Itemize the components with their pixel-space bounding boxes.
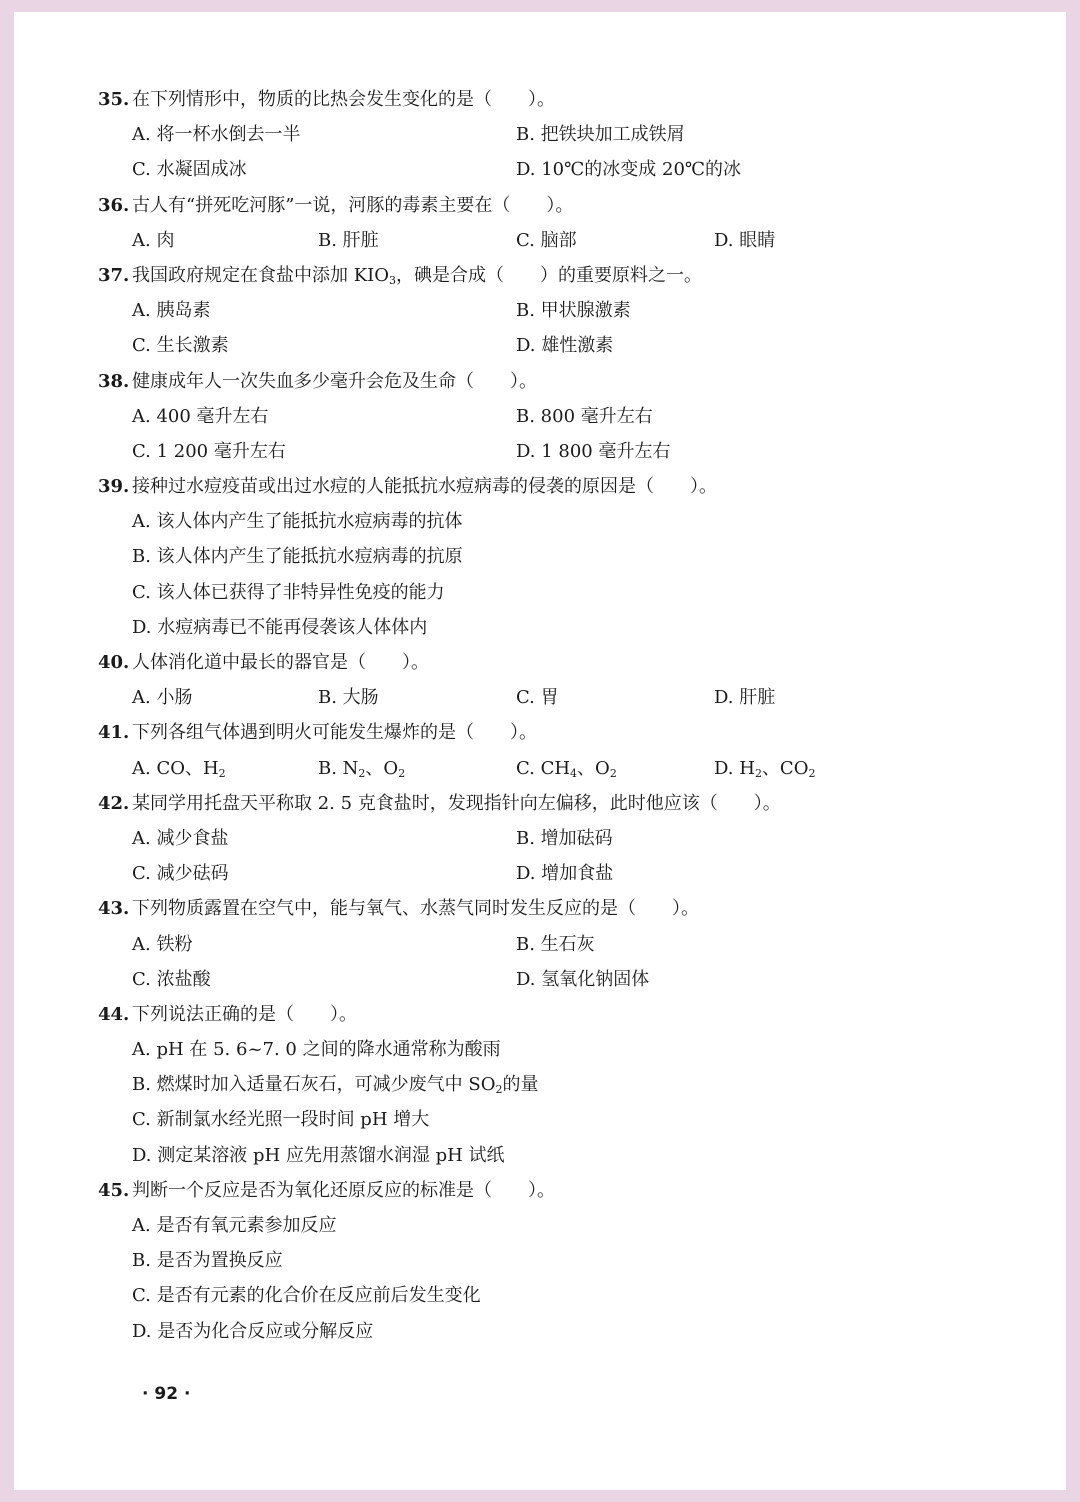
question-number: 43. bbox=[98, 898, 130, 920]
options-row bbox=[98, 1314, 998, 1349]
question-text: 在下列情形中，物质的比热会发生变化的是（ ）。 bbox=[132, 89, 555, 110]
options-row bbox=[98, 434, 998, 469]
options-row bbox=[98, 821, 998, 856]
answer-option: B. 燃煤时加入适量石灰石，可减少废气中 $SO_2$的量 bbox=[132, 1074, 539, 1097]
options-row bbox=[98, 1102, 998, 1137]
answer-option: C. 1 200 毫升左右 bbox=[132, 440, 286, 462]
answer-option: D. 肝脏 bbox=[714, 687, 776, 709]
answer-option: A. CO、$H_2$ bbox=[132, 757, 226, 780]
answer-option: A. 减少食盐 bbox=[132, 827, 229, 849]
answer-option: C. 浓盐酸 bbox=[132, 968, 211, 990]
question-number: 40. bbox=[98, 652, 130, 673]
answer-option: A. 肉 bbox=[132, 229, 175, 251]
answer-option: C. 减少砝码 bbox=[132, 863, 229, 885]
options-row bbox=[98, 1067, 998, 1102]
options-row bbox=[98, 751, 998, 786]
options-row bbox=[98, 504, 998, 539]
answer-option: B. $N_2$、$O_2$ bbox=[318, 757, 406, 780]
question-text: 判断一个反应是否为氧化还原反应的标准是（ ）。 bbox=[132, 1179, 555, 1201]
question-text: 下列物质露置在空气中，能与氧气、水蒸气同时发生反应的是（ ）。 bbox=[132, 898, 699, 920]
answer-option: D. 雄性激素 bbox=[516, 335, 614, 357]
options-row bbox=[98, 856, 998, 891]
options-row bbox=[98, 328, 998, 363]
question-number: 41. bbox=[98, 722, 130, 744]
question-stem bbox=[98, 997, 998, 1032]
answer-option: D. 10℃的冰变成 20℃的冰 bbox=[516, 159, 742, 181]
question-stem bbox=[98, 258, 998, 293]
question-stem bbox=[98, 469, 998, 504]
options-row bbox=[98, 962, 998, 997]
answer-option: C. 水凝固成冰 bbox=[132, 159, 247, 181]
answer-option: C. 胃 bbox=[516, 687, 559, 709]
answer-option: D. 眼睛 bbox=[714, 229, 776, 251]
answer-option: A. 是否有氧元素参加反应 bbox=[132, 1215, 337, 1236]
answer-option: B. 肝脏 bbox=[318, 229, 379, 251]
options-row bbox=[98, 117, 998, 152]
options-row bbox=[98, 927, 998, 962]
question-stem bbox=[98, 82, 998, 117]
options-row bbox=[98, 152, 998, 187]
options-row bbox=[98, 399, 998, 434]
answer-option: B. 该人体内产生了能抵抗水痘病毒的抗原 bbox=[132, 546, 463, 568]
question-stem bbox=[98, 891, 998, 926]
answer-option: B. 增加砝码 bbox=[516, 827, 613, 849]
question-number: 35. bbox=[98, 89, 130, 110]
question-number: 37. bbox=[98, 264, 130, 286]
question-stem bbox=[98, 786, 998, 821]
answer-option: D. 是否为化合反应或分解反应 bbox=[132, 1320, 374, 1342]
answer-option: A. 小肠 bbox=[132, 687, 193, 709]
question-number: 42. bbox=[98, 792, 130, 814]
answer-option: A. pH 在 5. 6~7. 0 之间的降水通常称为酸雨 bbox=[132, 1039, 501, 1061]
answer-option: B. 甲状腺激素 bbox=[516, 300, 631, 322]
options-row bbox=[98, 610, 998, 645]
options-row bbox=[98, 1032, 998, 1067]
question-number: 36. bbox=[98, 194, 130, 216]
answer-option: A. 400 毫升左右 bbox=[132, 405, 269, 427]
question-stem bbox=[98, 645, 998, 680]
question-text: 下列各组气体遇到明火可能发生爆炸的是（ ）。 bbox=[132, 722, 537, 744]
answer-option: D. 氢氧化钠固体 bbox=[516, 968, 650, 990]
options-row bbox=[98, 575, 998, 610]
answer-option: A. 胰岛素 bbox=[132, 300, 211, 322]
answer-option: B. 大肠 bbox=[318, 687, 379, 709]
answer-option: B. 把铁块加工成铁屑 bbox=[516, 124, 685, 146]
options-row bbox=[98, 293, 998, 328]
answer-option: C. $CH_4$、$O_2$ bbox=[516, 757, 617, 780]
answer-option: D. 增加食盐 bbox=[516, 863, 614, 885]
question-list bbox=[98, 82, 998, 1349]
options-row bbox=[98, 539, 998, 574]
question-number: 44. bbox=[98, 1003, 130, 1025]
options-row bbox=[98, 680, 998, 715]
answer-option: D. 1 800 毫升左右 bbox=[516, 440, 671, 462]
question-text: 下列说法正确的是（ ）。 bbox=[132, 1003, 357, 1025]
options-row bbox=[98, 1243, 998, 1278]
answer-option: C. 新制氯水经光照一段时间 pH 增大 bbox=[132, 1109, 430, 1131]
question-text: 我国政府规定在食盐中添加 $KIO_3$，碘是合成（ ）的重要原料之一。 bbox=[132, 264, 703, 287]
question-number: 38. bbox=[98, 370, 130, 392]
answer-option: D. 测定某溶液 pH 应先用蒸馏水润湿 pH 试纸 bbox=[132, 1144, 505, 1166]
question-stem bbox=[98, 1173, 998, 1208]
answer-option: D. 水痘病毒已不能再侵袭该人体体内 bbox=[132, 616, 428, 638]
page-number: · 92 · bbox=[142, 1384, 191, 1404]
answer-option: A. 该人体内产生了能抵抗水痘病毒的抗体 bbox=[132, 511, 463, 533]
question-text: 古人有“拼死吃河豚”一说，河豚的毒素主要在（ ）。 bbox=[132, 194, 574, 216]
question-stem bbox=[98, 364, 998, 399]
answer-option: C. 该人体已获得了非特异性免疫的能力 bbox=[132, 581, 445, 603]
question-number: 39. bbox=[98, 476, 130, 498]
answer-option: D. $H_2$、$CO_2$ bbox=[714, 757, 816, 780]
answer-option: B. 生石灰 bbox=[516, 933, 595, 955]
options-row bbox=[98, 223, 998, 258]
question-number: 45. bbox=[98, 1179, 130, 1201]
question-text: 健康成年人一次失血多少毫升会危及生命（ ）。 bbox=[132, 370, 537, 392]
question-text: 某同学用托盘天平称取 2. 5 克食盐时，发现指针向左偏移，此时他应该（ ）。 bbox=[132, 792, 781, 814]
answer-option: C. 脑部 bbox=[516, 229, 577, 251]
question-text: 人体消化道中最长的器官是（ ）。 bbox=[132, 652, 429, 673]
options-row bbox=[98, 1138, 998, 1173]
answer-option: B. 800 毫升左右 bbox=[516, 405, 653, 427]
answer-option: A. 铁粉 bbox=[132, 933, 193, 955]
question-stem bbox=[98, 715, 998, 750]
options-row bbox=[98, 1208, 998, 1243]
answer-option: A. 将一杯水倒去一半 bbox=[132, 124, 301, 146]
options-row bbox=[98, 1278, 998, 1313]
question-stem bbox=[98, 188, 998, 223]
answer-option: C. 是否有元素的化合价在反应前后发生变化 bbox=[132, 1285, 481, 1307]
answer-option: B. 是否为置换反应 bbox=[132, 1250, 283, 1272]
page-sheet bbox=[14, 12, 1066, 1490]
answer-option: C. 生长激素 bbox=[132, 335, 229, 357]
question-text: 接种过水痘疫苗或出过水痘的人能抵抗水痘病毒的侵袭的原因是（ ）。 bbox=[132, 476, 717, 498]
